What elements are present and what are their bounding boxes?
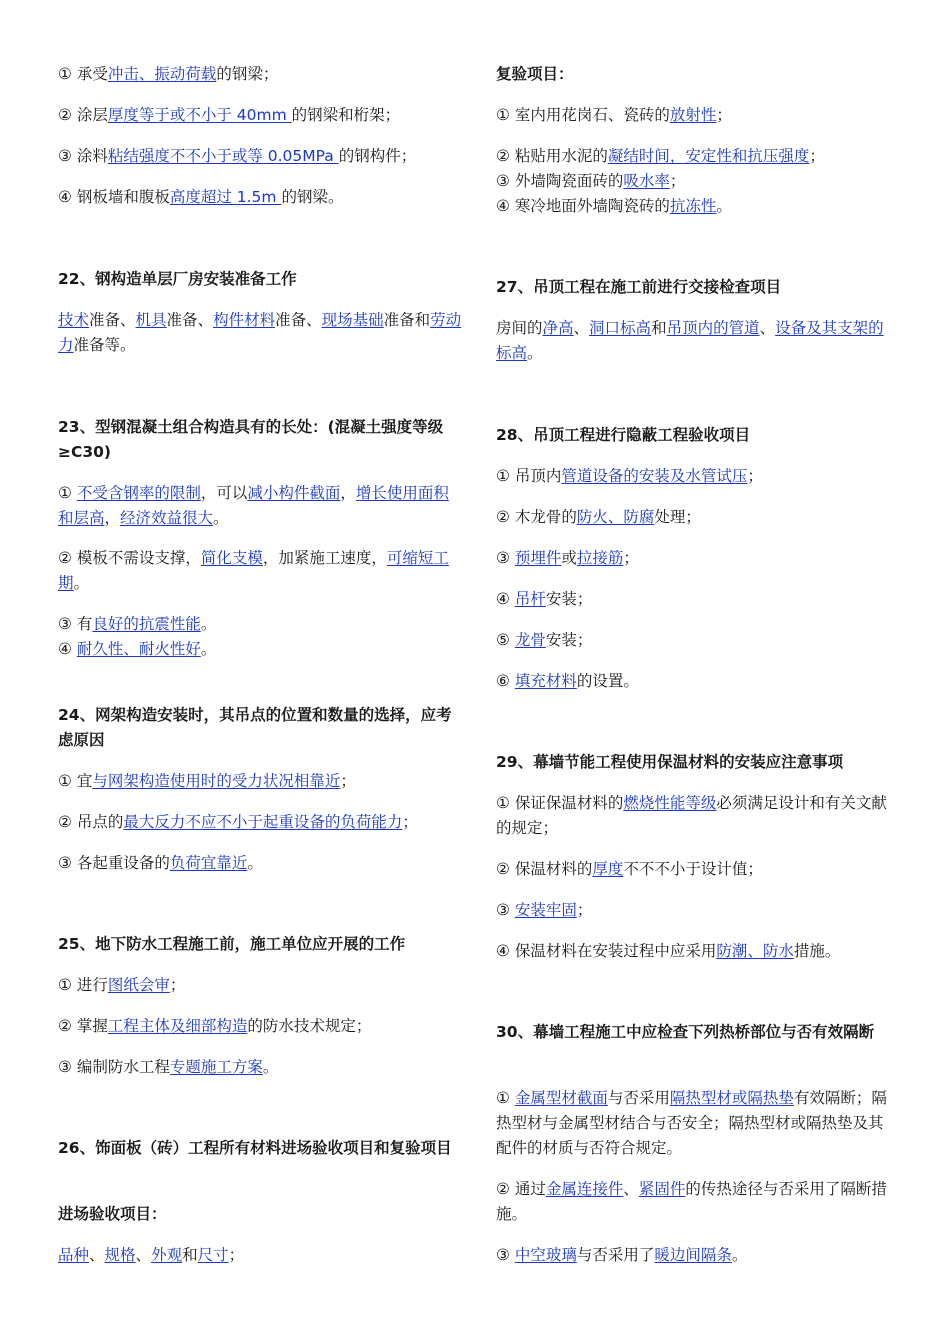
paragraph-22: [58, 308, 464, 358]
text: ；: [747, 467, 763, 485]
text: ①: [58, 484, 77, 502]
text: 安装；: [545, 631, 593, 649]
item-24-1: [58, 769, 464, 794]
link-reduce-section[interactable]: 减小构件截面: [247, 484, 341, 502]
item-29-1: [496, 791, 896, 841]
item-24-3: [58, 851, 464, 876]
text: ，可以: [200, 484, 248, 502]
item-29-4: [496, 939, 896, 964]
link-variety[interactable]: 品种: [58, 1246, 90, 1264]
text: ；: [809, 147, 825, 165]
text: 。: [527, 344, 543, 362]
text: 的钢梁。: [281, 188, 344, 206]
text: 不不不小于设计值；: [623, 860, 763, 878]
item-retest-3: [496, 169, 896, 194]
link-site-foundation[interactable]: 现场基础: [321, 311, 384, 329]
link-combustion-rating[interactable]: 燃烧性能等级: [623, 794, 717, 812]
text: 和: [182, 1246, 198, 1264]
text: 必须满足设计和有关文献的规定；: [496, 794, 887, 837]
text: ；: [402, 813, 418, 831]
item-28-6: [496, 669, 896, 694]
text: 准备、: [275, 311, 322, 329]
text: 。: [200, 640, 217, 658]
item-25-3: [58, 1055, 464, 1080]
link-embedded-parts[interactable]: 预埋件: [514, 549, 562, 567]
link-filling-materials[interactable]: 填充材料: [514, 672, 577, 690]
link-thickness[interactable]: 厚度: [592, 860, 624, 878]
heading-24: 24、网架构造安装时，其吊点的位置和数量的选择，应考虑原因: [58, 706, 452, 749]
text: ③: [496, 901, 515, 919]
link-metal-connector[interactable]: 金属连接件: [545, 1180, 624, 1198]
text: ① 保证保温材料的: [496, 794, 624, 812]
text: ⑤: [496, 631, 515, 649]
text: 与否采用了: [576, 1246, 655, 1264]
link-pipe-test[interactable]: 管道设备的安装及水管试压: [561, 467, 748, 485]
item-30-1: [496, 1086, 896, 1161]
heading-22: 22、钢构造单层厂房安装准备工作: [58, 270, 297, 288]
item-25-2: [58, 1014, 464, 1039]
text: ④ 钢板墙和腹板: [58, 188, 170, 206]
heading-28: 28、吊顶工程进行隐蔽工程验收项目: [496, 426, 751, 444]
text: ；: [623, 549, 639, 567]
text: ；: [340, 772, 356, 790]
text: ；: [576, 901, 593, 919]
text: ① 进行: [58, 976, 108, 994]
link-special-plan[interactable]: 专题施工方案: [169, 1058, 263, 1076]
link-radioactivity[interactable]: 放射性: [669, 106, 717, 124]
text: ② 模板不需设支撑，: [58, 549, 201, 567]
link-size[interactable]: 尺寸: [197, 1246, 229, 1264]
link-bond-strength[interactable]: 粘结强度不不小于或等 0.05MPa: [107, 147, 339, 165]
text: ，: [340, 484, 356, 502]
text: 和: [651, 319, 667, 337]
item-impact-load: [58, 62, 464, 87]
item-retest-1: [496, 103, 896, 128]
link-water-absorption[interactable]: 吸水率: [623, 172, 670, 190]
text: 。: [213, 509, 229, 527]
link-durability[interactable]: 耐久性、耐火性好: [76, 640, 201, 658]
text: ② 通过: [496, 1180, 546, 1198]
heading-26: 26、饰面板（砖）工程所有材料进场验收项目和复验项目: [58, 1139, 452, 1157]
link-materials[interactable]: 构件材料: [213, 311, 276, 329]
text: ③ 外墙陶瓷面砖的: [496, 172, 624, 190]
item-29-3: [496, 898, 896, 923]
link-hanger-rods[interactable]: 吊杆: [514, 590, 546, 608]
item-28-4: [496, 587, 896, 612]
link-opening-elevation[interactable]: 洞口标高: [589, 319, 652, 337]
text: 。: [247, 854, 263, 872]
text: ；: [669, 172, 686, 190]
item-25-1: [58, 973, 464, 998]
link-spec[interactable]: 规格: [104, 1246, 136, 1264]
text: ；: [716, 106, 732, 124]
text: 的钢梁；: [216, 65, 279, 83]
text: 准备、: [89, 311, 136, 329]
link-main-structure[interactable]: 工程主体及细部构造: [107, 1017, 248, 1035]
link-net-height[interactable]: 净高: [542, 319, 574, 337]
item-28-5: [496, 628, 896, 653]
text: 。: [262, 1058, 279, 1076]
text: ④ 寒冷地面外墙陶瓷砖的: [496, 197, 670, 215]
link-appearance[interactable]: 外观: [151, 1246, 183, 1264]
text: 的钢梁和桁架；: [291, 106, 401, 124]
text: 准备和: [383, 311, 431, 329]
text: 、: [759, 319, 776, 337]
item-23-2: [58, 546, 464, 596]
text: ④: [58, 640, 77, 658]
text: ② 涂层: [58, 106, 108, 124]
heading-25: 25、地下防水工程施工前，施工单位应开展的工作: [58, 935, 406, 953]
text: ①: [496, 1089, 515, 1107]
text: ⑥: [496, 672, 515, 690]
item-retest-4: [496, 194, 896, 219]
link-max-reaction[interactable]: 最大反力不应不小于起重设备的负荷能力: [123, 813, 403, 831]
link-keel[interactable]: 龙骨: [514, 631, 546, 649]
link-ceiling-pipes[interactable]: 吊顶内的管道: [666, 319, 760, 337]
link-shorten-schedule[interactable]: 可缩短工期: [58, 549, 449, 592]
link-impact-load[interactable]: 冲击、振动荷载: [107, 65, 217, 83]
link-coating-thickness[interactable]: 厚度等于或不小于 40mm: [107, 106, 292, 124]
text: 的传热途径与否采用了隔断措施。: [496, 1180, 887, 1223]
text: ④ 保温材料在安装过程中应采用: [496, 942, 717, 960]
heading-30: 30、幕墙工程施工中应检查下列热桥部位与否有效隔断: [496, 1023, 875, 1041]
heading-29: 29、幕墙节能工程使用保温材料的安装应注意事项: [496, 753, 844, 771]
link-warm-edge-spacer[interactable]: 暖边间隔条: [654, 1246, 732, 1264]
link-web-height[interactable]: 高度超过 1.5m: [169, 188, 282, 206]
link-tie-bars[interactable]: 拉接筋: [576, 549, 624, 567]
link-labor[interactable]: 劳动力: [58, 311, 462, 354]
item-23-3: [58, 612, 464, 637]
text: 准备等。: [73, 336, 136, 354]
text: ；: [169, 976, 186, 994]
text: 。: [716, 197, 732, 215]
text: 措施。: [793, 942, 841, 960]
text: ，: [104, 509, 121, 527]
item-28-2: [496, 505, 896, 530]
text: 的钢构件；: [338, 147, 417, 165]
text: ③ 编制防水工程: [58, 1058, 170, 1076]
item-coating-thickness: [58, 103, 464, 128]
link-stress-condition[interactable]: 与网架构造使用时的受力状况相靠近: [92, 772, 341, 790]
item-23-4: [58, 637, 464, 662]
text: ③: [496, 549, 515, 567]
text: ① 室内用花岗石、瓷砖的: [496, 106, 670, 124]
text: 有效隔断；隔热型材与金属型材结合与否安全；隔热型材或隔热垫及其配件的材质与否符合规定。: [496, 1089, 887, 1157]
text: ② 木龙骨的: [496, 508, 577, 526]
text: ③ 涂料: [58, 147, 108, 165]
item-bond-strength: [58, 144, 464, 169]
text: 。: [731, 1246, 748, 1264]
item-30-3: [496, 1243, 896, 1268]
text: 准备、: [166, 311, 214, 329]
link-moisture-proof[interactable]: 防潮、防水: [716, 942, 794, 960]
link-fastener[interactable]: 紧固件: [638, 1180, 686, 1198]
link-economic-benefit[interactable]: 经济效益很大: [120, 509, 214, 527]
item-28-1: [496, 464, 896, 489]
subheading-retest: 复验项目：: [496, 65, 574, 83]
text: ② 掌握: [58, 1017, 108, 1035]
item-web-height: [58, 185, 464, 210]
link-metal-section[interactable]: 金属型材截面: [514, 1089, 608, 1107]
text: 的防水技术规定；: [247, 1017, 372, 1035]
link-simplify-formwork[interactable]: 简化支模: [200, 549, 263, 567]
text: ③: [496, 1246, 515, 1264]
item-30-2: [496, 1177, 896, 1227]
subheading-entry-inspection: 进场验收项目：: [58, 1205, 167, 1223]
link-equipment-elevation[interactable]: 设备及其支架的标高: [496, 319, 884, 362]
text: 的设置。: [576, 672, 639, 690]
link-secure-install[interactable]: 安装牢固: [514, 901, 577, 919]
text: 或: [561, 549, 577, 567]
link-thermal-break[interactable]: 隔热型材或隔热垫: [669, 1089, 794, 1107]
link-no-steel-ratio-limit[interactable]: 不受含钢率的限制: [76, 484, 201, 502]
text: ，加紧施工速度，: [262, 549, 387, 567]
text: ② 粘贴用水泥的: [496, 147, 608, 165]
item-24-2: [58, 810, 464, 835]
text: 与否采用: [607, 1089, 670, 1107]
paragraph-27: [496, 316, 896, 366]
text: ③ 各起重设备的: [58, 854, 170, 872]
text: ③ 有: [58, 615, 93, 633]
link-fireproof[interactable]: 防火、防腐: [576, 508, 655, 526]
link-frost-resistance[interactable]: 抗冻性: [669, 197, 717, 215]
text: 房间的: [496, 319, 543, 337]
text: ① 宜: [58, 772, 93, 790]
item-29-2: [496, 857, 896, 882]
item-28-3: [496, 546, 896, 571]
text: 、: [135, 1246, 152, 1264]
text: 、: [623, 1180, 639, 1198]
link-tech[interactable]: 技术: [58, 311, 90, 329]
heading-27: 27、吊顶工程在施工前进行交接检查项目: [496, 278, 782, 296]
link-insulating-glass[interactable]: 中空玻璃: [514, 1246, 577, 1264]
text: 安装；: [545, 590, 593, 608]
link-setting-time[interactable]: 凝结时间，安定性和抗压强度: [607, 147, 810, 165]
text: ② 吊点的: [58, 813, 124, 831]
text: 。: [73, 574, 90, 592]
text: 处理；: [654, 508, 701, 526]
link-machinery[interactable]: 机具: [135, 311, 167, 329]
heading-23: 23、型钢混凝土组合构造具有的长处：(混凝土强度等级≥C30): [58, 418, 444, 461]
text: ② 保温材料的: [496, 860, 593, 878]
link-load-close[interactable]: 负荷宜靠近: [169, 854, 248, 872]
link-increase-area[interactable]: 增长使用面积和层高: [58, 484, 449, 527]
text: ④: [496, 590, 515, 608]
text: 、: [573, 319, 590, 337]
text: ① 承受: [58, 65, 108, 83]
text: 。: [200, 615, 217, 633]
link-seismic[interactable]: 良好的抗震性能: [92, 615, 201, 633]
link-drawing-review[interactable]: 图纸会审: [107, 976, 170, 994]
item-23-1: [58, 481, 464, 531]
item-retest-2: [496, 144, 896, 169]
text: ① 吊顶内: [496, 467, 562, 485]
text: 、: [89, 1246, 105, 1264]
item-26: [58, 1243, 464, 1268]
text: ；: [228, 1246, 245, 1264]
